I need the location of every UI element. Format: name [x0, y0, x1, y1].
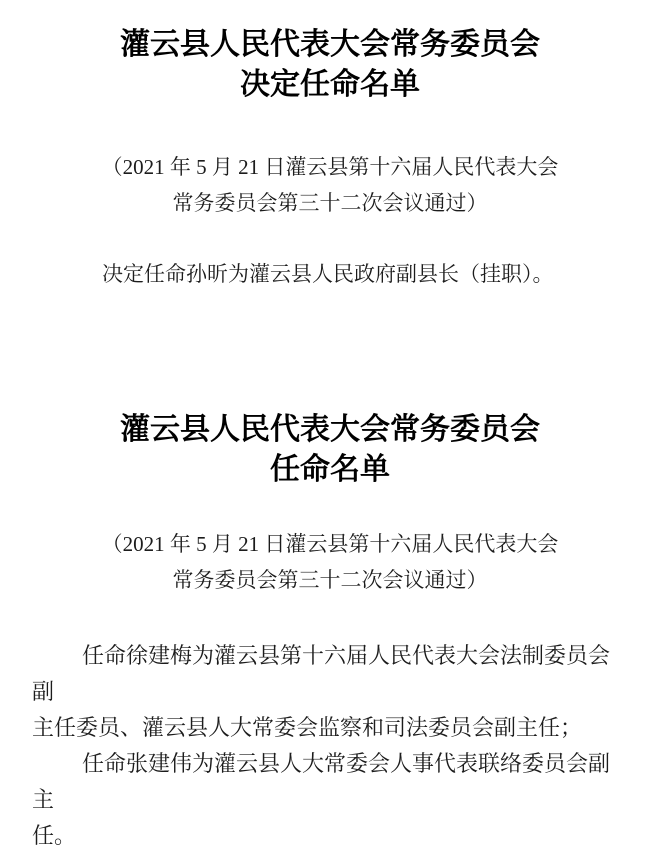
- appointment-list-meta-line-2: 常务委员会第三十二次会议通过）: [172, 568, 488, 592]
- appointment-list-meta-line-1: （2021 年 5 月 21 日灌云县第十六届人民代表大会: [101, 532, 559, 556]
- appointment-paragraph-2-line-2: 任。: [32, 823, 77, 848]
- decision-list-meta-line-2: 常务委员会第三十二次会议通过）: [172, 191, 488, 215]
- appointment-paragraph-2-line-1: 任命张建伟为灌云县人大常委会人事代表联络委员会副主: [32, 751, 611, 812]
- appointment-list-body: [32, 638, 628, 854]
- decision-list-title-line-2: 决定任命名单: [240, 68, 420, 101]
- decision-list-title: [32, 25, 628, 105]
- appointment-list-title-line-2: 任命名单: [270, 453, 390, 486]
- appointment-paragraph-1-line-1: 任命徐建梅为灌云县第十六届人民代表大会法制委员会副: [32, 643, 611, 704]
- appointment-list-title: [32, 410, 628, 490]
- appointment-list-title-line-1: 灌云县人民代表大会常务委员会: [120, 413, 540, 446]
- appointment-paragraph-1-line-2: 主任委员、灌云县人大常委会监察和司法委员会副主任；: [32, 715, 583, 740]
- decision-list-meta-line-1: （2021 年 5 月 21 日灌云县第十六届人民代表大会: [101, 155, 559, 179]
- decision-list-title-line-1: 灌云县人民代表大会常务委员会: [120, 28, 540, 61]
- appointment-list-meta: [32, 526, 628, 598]
- decision-list-meta: [32, 149, 628, 221]
- decision-list-body: 决定任命孙昕为灌云县人民政府副县长（挂职）。: [102, 262, 554, 286]
